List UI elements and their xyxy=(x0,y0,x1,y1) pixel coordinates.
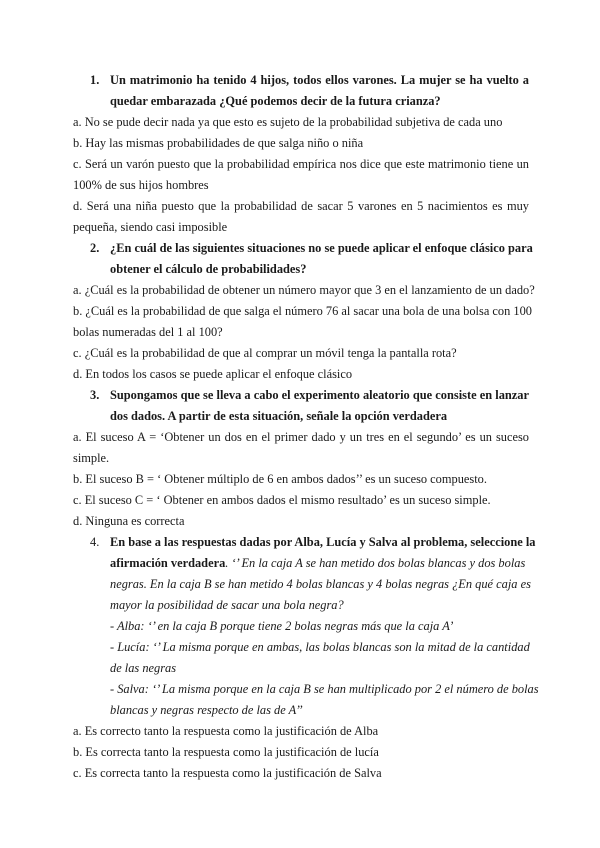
q1-title-line-2: quedar embarazada ¿Qué podemos decir de la futura crianza? xyxy=(110,94,441,108)
q2-option-d: d. En todos los casos se puede aplicar el enfoque clásico xyxy=(73,367,353,381)
q4-option-c: c. Es correcta tanto la respuesta como la justificación de Salva xyxy=(73,766,382,780)
q3-option-b: b. El suceso B = ‘ Obtener múltiplo de 6 en ambos dados’’ es un suceso compuesto. xyxy=(73,472,487,486)
q1-option-d-line-2: pequeña, siendo casi imposible xyxy=(73,220,228,234)
q3-title-line-1: Supongamos que se lleva a cabo el experimento aleatorio que consiste en lanzar xyxy=(110,388,529,402)
q4-option-b: b. Es correcta tanto la respuesta como la justificación de lucía xyxy=(73,745,379,759)
q4-title-line-2 xyxy=(110,555,529,571)
q4-lucia-answer-line-1: - Lucía: ‘’ La misma porque en ambas, las bolas blancas son la mitad de la cantidad xyxy=(110,640,530,654)
q3-option-a-line-2: simple. xyxy=(73,451,110,465)
q4-salva-answer-line-2: blancas y negras respecto de las de A’’ xyxy=(110,703,303,717)
q2-number: 2. xyxy=(90,241,100,255)
q4-problem-start: . ‘’ En la caja A se han metido dos bolas blancas y dos bolas xyxy=(225,556,526,570)
q4-problem-line-2: mayor la posibilidad de sacar una bola negra? xyxy=(110,598,344,612)
q1-option-d-line-1: d. Será una niña puesto que la probabilidad de sacar 5 varones en 5 nacimientos es muy xyxy=(73,199,529,213)
q3-option-c: c. El suceso C = ‘ Obtener en ambos dados el mismo resultado’ es un suceso simple. xyxy=(73,493,491,507)
q1-title-line-1: Un matrimonio ha tenido 4 hijos, todos ellos varones. La mujer se ha vuelto a xyxy=(110,73,529,87)
q3-title-line-2: dos dados. A partir de esta situación, señale la opción verdadera xyxy=(110,409,448,423)
q4-number: 4. xyxy=(90,535,100,549)
q4-problem-line-1: negras. En la caja B se han metido 4 bolas blancas y 4 bolas negras ¿En qué caja es xyxy=(110,577,531,591)
q2-title-line-2: obtener el cálculo de probabilidades? xyxy=(110,262,307,276)
q1-option-c-line-2: 100% de sus hijos hombres xyxy=(73,178,209,192)
q2-title-line-1: ¿En cuál de las siguientes situaciones no se puede aplicar el enfoque clásico para xyxy=(110,241,533,255)
q4-alba-answer: - Alba: ‘’ en la caja B porque tiene 2 bolas negras más que la caja A’ xyxy=(110,619,454,633)
q4-title-line-1: En base a las respuestas dadas por Alba, Lucía y Salva al problema, seleccione la xyxy=(110,535,536,549)
q4-option-a: a. Es correcto tanto la respuesta como la justificación de Alba xyxy=(73,724,379,738)
q3-option-d: d. Ninguna es correcta xyxy=(73,514,185,528)
q2-option-c: c. ¿Cuál es la probabilidad de que al comprar un móvil tenga la pantalla rota? xyxy=(73,346,457,360)
q3-option-a-line-1: a. El suceso A = ‘Obtener un dos en el primer dado y un tres en el segundo’ es un suceso xyxy=(73,430,529,444)
q4-title-bold: afirmación verdadera xyxy=(110,556,226,570)
q1-number: 1. xyxy=(90,73,100,87)
q3-number: 3. xyxy=(90,388,100,402)
q2-option-b-line-1: b. ¿Cuál es la probabilidad de que salga el número 76 al sacar una bola de una bolsa con 100 xyxy=(73,304,532,318)
q4-lucia-answer-line-2: de las negras xyxy=(110,661,177,675)
q2-option-a: a. ¿Cuál es la probabilidad de obtener un número mayor que 3 en el lanzamiento de un dado? xyxy=(73,283,535,297)
q1-option-a: a. No se pude decir nada ya que esto es sujeto de la probabilidad subjetiva de cada uno xyxy=(73,115,503,129)
q4-salva-answer-line-1: - Salva: ‘’ La misma porque en la caja B se han multiplicado por 2 el número de bolas xyxy=(110,682,539,696)
q2-option-b-line-2: bolas numeradas del 1 al 100? xyxy=(73,325,223,339)
q1-option-b: b. Hay las mismas probabilidades de que salga niño o niña xyxy=(73,136,364,150)
q1-option-c-line-1: c. Será un varón puesto que la probabilidad empírica nos dice que este matrimonio tiene un xyxy=(73,157,529,171)
